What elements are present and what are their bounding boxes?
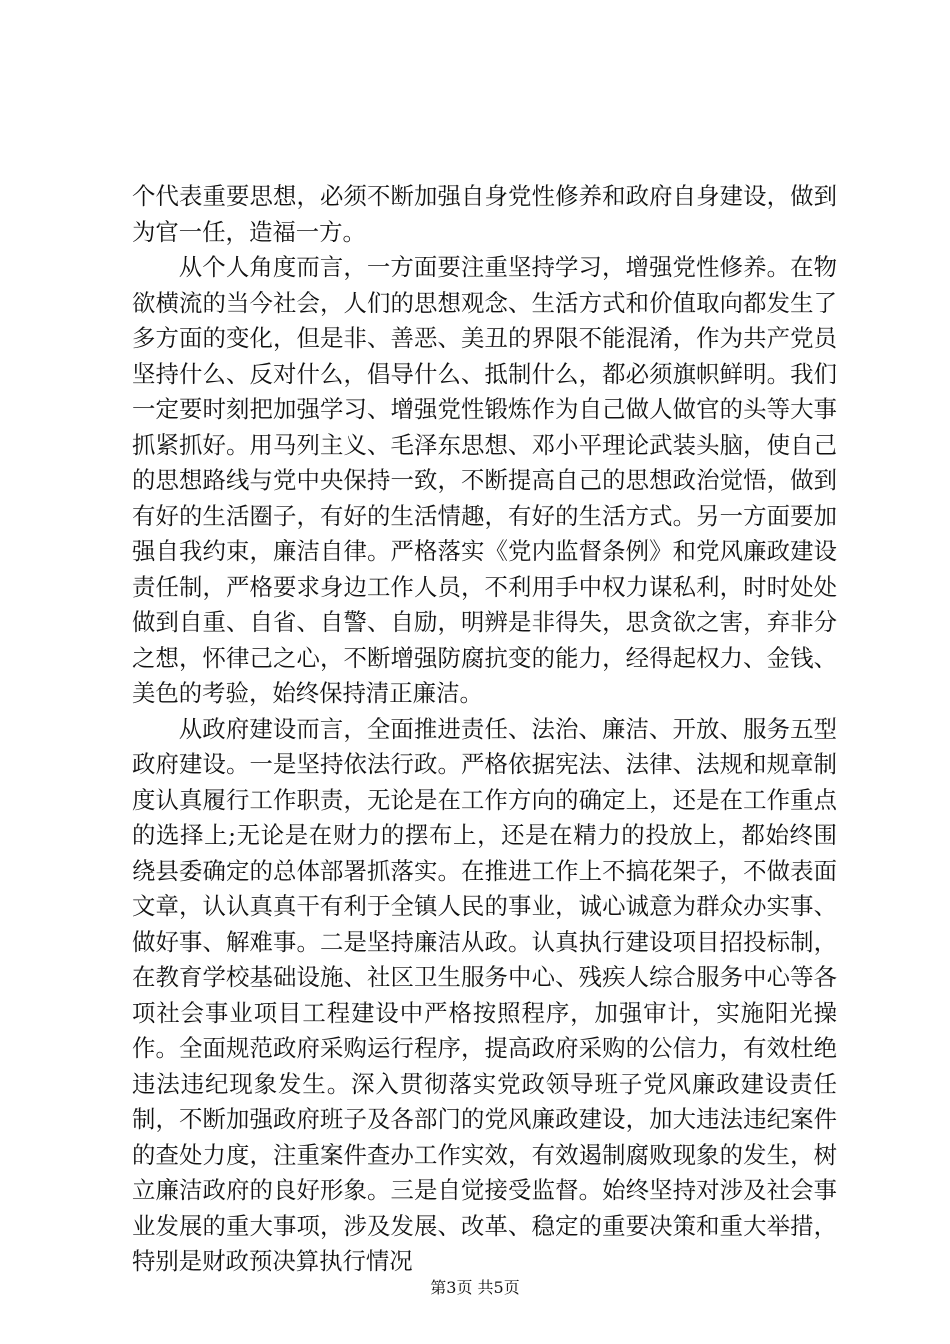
document-body — [132, 179, 837, 1280]
paragraph-government-building: 从政府建设而言，全面推进责任、法治、廉洁、开放、服务五型政府建设。一是坚持依法行政。严格依据宪法、法律、法规和规章制度认真履行工作职责，无论是在工作方向的确定上，还是在工作重点的选择上;无论是在财力的摆布上，还是在精力的投放上，都始终围绕县委确定的总体部署抓落实。在推进工作上不搞花架子，不做表面文章，认认真真干有利于全镇人民的事业，诚心诚意为群众办实事、做好事、解难事。二是坚持廉洁从政。认真执行建设项目招投标制，在教育学校基础设施、社区卫生服务中心、残疾人综合服务中心等各项社会事业项目工程建设中严格按照程序，加强审计，实施阳光操作。全面规范政府采购运行程序，提高政府采购的公信力，有效杜绝违法违纪现象发生。深入贯彻落实党政领导班子党风廉政建设责任制，不断加强政府班子及各部门的党风廉政建设，加大违法违纪案件的查处力度，注重案件查办工作实效，有效遏制腐败现象的发生，树立廉洁政府的良好形象。三是自觉接受监督。始终坚持对涉及社会事业发展的重大事项，涉及发展、改革、稳定的重要决策和重大举措，特别是财政预决算执行情况 — [132, 714, 837, 1275]
paragraph-continuation: 个代表重要思想，必须不断加强自身党性修养和政府自身建设，做到为官一任，造福一方。 — [132, 182, 837, 246]
paragraph-personal-perspective: 从个人角度而言，一方面要注重坚持学习，增强党性修养。在物欲横流的当今社会，人们的思想观念、生活方式和价值取向都发生了多方面的变化，但是非、善恶、美丑的界限不能混淆，作为共产党员坚持什么、反对什么，倡导什么、抵制什么，都必须旗帜鲜明。我们一定要时刻把加强学习、增强党性锻炼作为自己做人做官的头等大事抓紧抓好。用马列主义、毛泽东思想、邓小平理论武装头脑，使自己的思想路线与党中央保持一致，不断提高自己的思想政治觉悟，做到有好的生活圈子，有好的生活情趣，有好的生活方式。另一方面要加强自我约束，廉洁自律。严格落实《党内监督条例》和党风廉政建设责任制，严格要求身边工作人员，不利用手中权力谋私利，时时处处做到自重、自省、自警、自励，明辨是非得失，思贪欲之害，弃非分之想，怀律己之心，不断增强防腐抗变的能力，经得起权力、金钱、美色的考验，始终保持清正廉洁。 — [132, 253, 837, 707]
page-number-footer: 第3页 共5页 — [430, 1278, 520, 1297]
